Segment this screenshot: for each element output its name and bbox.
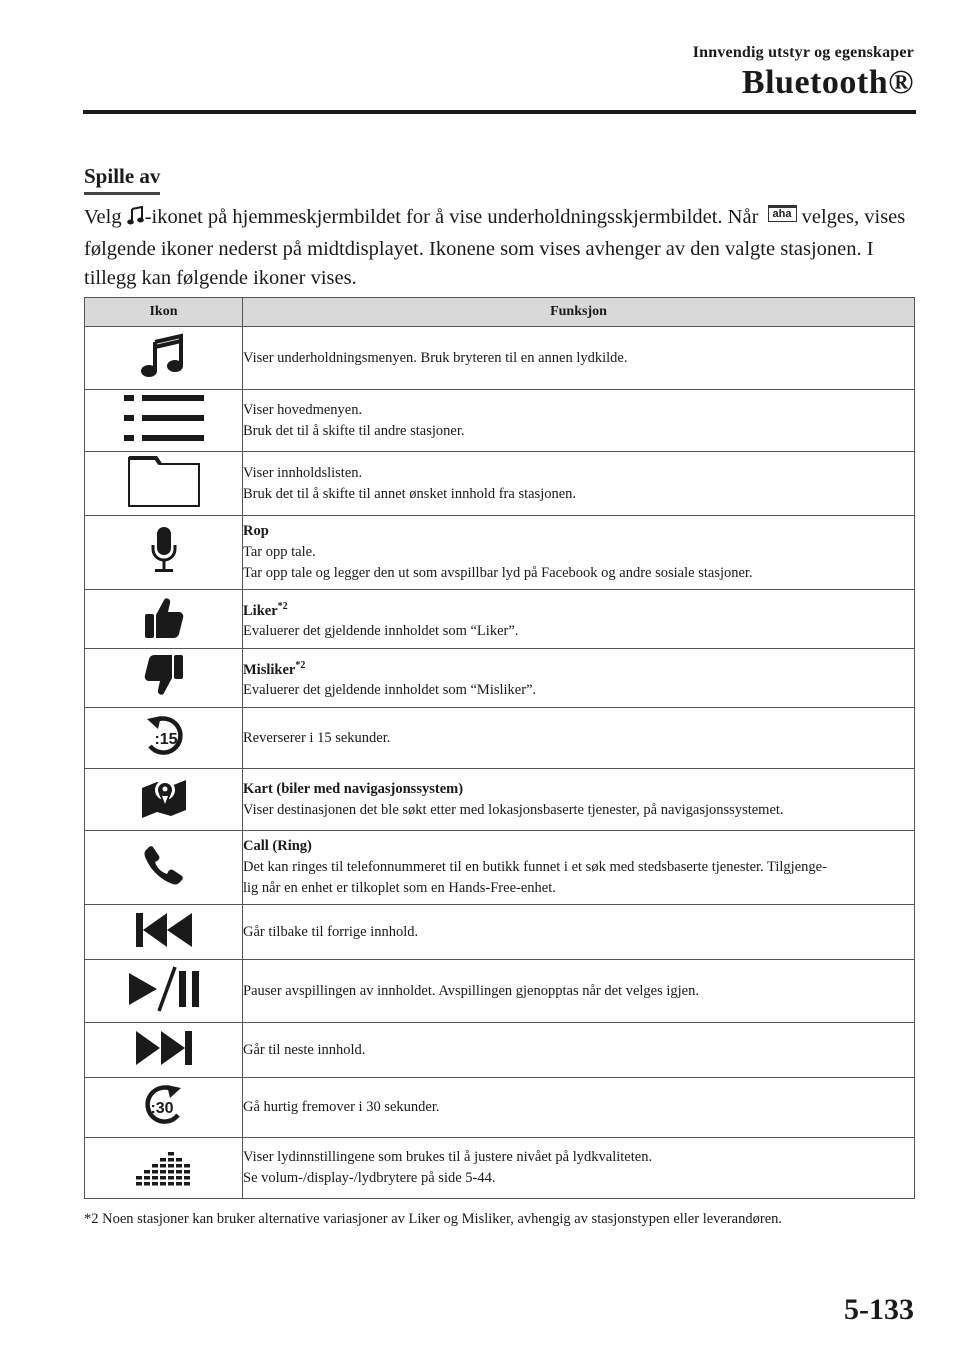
equalizer-icon [136,1146,192,1186]
table-row [85,590,915,649]
music-note-icon [140,333,188,379]
description-line: Se volum-/display-/lydbrytere på side 5-44. [243,1170,496,1186]
description-line: Bruk det til å skifte til annet ønsket innhold fra stasjonen. [243,485,577,502]
thumbs-up-icon [144,595,184,639]
subsection-title: Spille av [84,164,160,195]
thumbs-down-icon [144,654,184,698]
description-cell [243,905,915,960]
row-title-text: Rop [243,523,269,539]
description-line: Viser hovedmenyen. [243,401,363,418]
page-number: 5-133 [844,1293,914,1326]
description-line: Evaluerer det gjeldende innholdet som “Liker”. [243,623,519,640]
description-line: Viser underholdningsmenyen. Bruk bryteren til en annen lydkilde. [243,349,628,366]
table-row [85,905,915,960]
icon-cell [85,960,243,1023]
description-line: Tar opp tale og legger den ut som avspillbar lyd på Facebook og andre sosiale stasjoner. [243,565,753,581]
header-icon: Ikon [85,298,243,327]
intro-text-middle: -ikonet på hjemmeskjermbildet for å vise underholdningsskjermbildet. Når [144,206,764,228]
row-title [243,521,914,542]
play-pause-icon [125,965,203,1013]
intro-paragraph [84,203,920,293]
row-title [243,596,914,622]
description-cell [243,516,915,590]
list-menu-icon [124,393,204,443]
table-row [85,1138,915,1199]
description-cell [243,327,915,390]
description-cell [243,1023,915,1078]
icon-cell [85,327,243,390]
table-row [85,327,915,390]
description-cell [243,769,915,831]
chapter-title: Innvendig utstyr og egenskaper [692,44,914,61]
phone-icon [144,845,184,885]
description-line: Viser destinasjonen det ble søkt etter med lokasjonsbaserte tjenester, på navigasjonssystemet. [243,801,784,818]
map-pin-icon [141,776,187,818]
description-cell [243,831,915,905]
table-row [85,1078,915,1138]
icon-cell [85,516,243,590]
description-cell [243,1138,915,1199]
description-line: lig når en enhet er tilkoplet som en Hands-Free-enhet. [243,880,556,896]
row-title-text: Liker [243,602,278,619]
icon-cell [85,831,243,905]
icon-cell [85,649,243,708]
description-line: Viser innholdslisten. [243,464,363,481]
table-header-row [85,298,915,327]
row-title [243,836,914,857]
icon-cell [85,1023,243,1078]
description-line: Bruk det til å skifte til andre stasjoner. [243,422,465,439]
row-title-text: Misliker [243,661,296,678]
icon-function-table [84,297,915,1199]
forward-30-icon [141,1082,187,1128]
table-row [85,831,915,905]
icon-cell [85,390,243,452]
microphone-icon [150,525,178,575]
description-cell [243,960,915,1023]
rewind-15-icon [141,713,187,759]
skip-forward-icon [136,1031,192,1065]
rewind-label: :15 [153,730,178,748]
description-line: Evaluerer det gjeldende innholdet som “Misliker”. [243,682,537,699]
description-line: Viser lydinnstillingene som brukes til å justere nivået på lydkvaliteten. [243,1149,653,1165]
footnote: *2 Noen stasjoner kan bruker alternative variasjoner av Liker og Misliker, avhengig av stasjonstypen eller leverandøren. [84,1211,783,1227]
table-row [85,452,915,516]
description-cell [243,708,915,769]
section-heading: Bluetooth® [741,64,914,101]
icon-cell [85,590,243,649]
description-line: Går til neste innhold. [243,1041,366,1058]
icon-cell [85,1138,243,1199]
row-title-text: Call (Ring) [243,838,312,854]
description-line: Tar opp tale. [243,544,316,560]
icon-cell [85,1078,243,1138]
icon-cell [85,708,243,769]
table-row [85,390,915,452]
description-cell [243,590,915,649]
skip-back-icon [136,913,192,947]
music-note-icon [127,206,145,235]
description-line: Reverserer i 15 sekunder. [243,729,391,746]
intro-text-start: Velg [84,206,127,228]
header-function: Funksjon [243,298,915,327]
icon-cell [85,452,243,516]
description-cell [243,452,915,516]
table-row [85,516,915,590]
description-line: Det kan ringes til telefonnummeret til en butikk funnet i et søk med stedsbaserte tjenester. Tilgjenge- [243,859,827,875]
folder-icon [128,455,200,507]
table-row [85,769,915,831]
row-title [243,779,914,800]
footnote-ref: *2 [277,600,288,612]
table-row [85,649,915,708]
description-cell [243,390,915,452]
description-cell [243,649,915,708]
intro-text-end: velges, vises følgende ikoner nederst på midtdisplayet. Ikonene som vises avhenger av den valgte stasjonen. I tillegg kan følgende ikoner vises. [84,206,906,289]
table-row [85,1023,915,1078]
icon-cell [85,905,243,960]
row-title-text: Kart (biler med navigasjonssystem) [243,780,464,797]
forward-label: :30 [149,1100,174,1117]
header-divider [83,110,916,114]
description-line: Gå hurtig fremover i 30 sekunder. [243,1099,440,1115]
footnote-ref: *2 [295,659,306,671]
table-row [85,960,915,1023]
description-line: Pauser avspillingen av innholdet. Avspillingen gjenopptas når det velges igjen. [243,982,699,999]
aha-badge-icon: aha [768,205,797,222]
description-line: Går tilbake til forrige innhold. [243,923,419,940]
icon-cell [85,769,243,831]
table-row [85,708,915,769]
description-cell [243,1078,915,1138]
row-title [243,655,914,681]
